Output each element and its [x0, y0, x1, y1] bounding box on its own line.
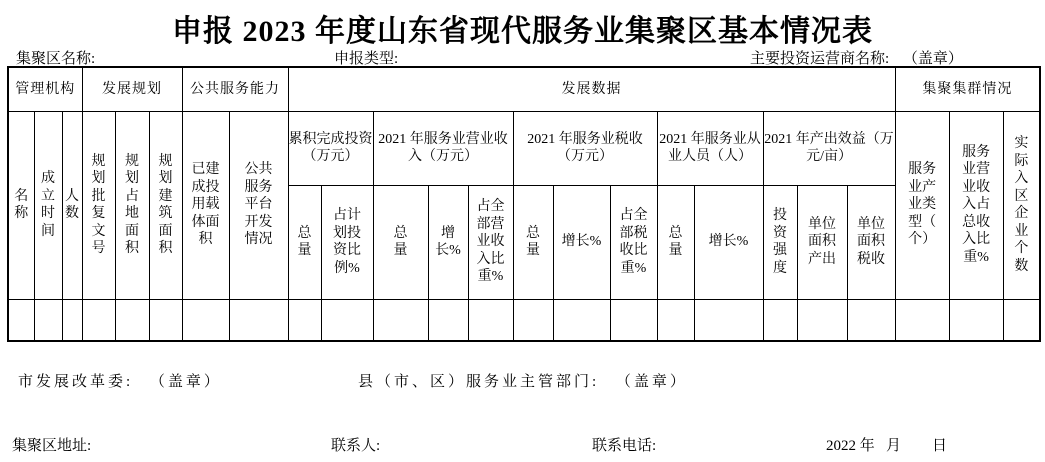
- data-cell[interactable]: [468, 299, 513, 341]
- city-drc-label: 市发展改革委:: [18, 374, 134, 390]
- city-drc-seal-note: （盖章）: [149, 374, 222, 390]
- data-cell[interactable]: [895, 299, 949, 341]
- data-cell[interactable]: [321, 299, 373, 341]
- date-month: 月: [886, 438, 902, 454]
- data-cell[interactable]: [182, 299, 229, 341]
- header-row-subgroups: [8, 111, 1040, 185]
- data-cell[interactable]: [115, 299, 149, 341]
- col-header-tax-pct: 占全部税收比重%: [610, 185, 657, 299]
- city-drc-row: [18, 370, 222, 391]
- date-day: 日: [932, 438, 948, 454]
- data-cell[interactable]: [149, 299, 182, 341]
- col-header-headcount: 人数: [62, 111, 82, 299]
- data-cell[interactable]: [847, 299, 895, 341]
- data-cell[interactable]: [428, 299, 468, 341]
- data-cell[interactable]: [82, 299, 115, 341]
- subgroup-header-cum-invest: 累积完成投资（万元）: [288, 111, 373, 185]
- col-header-revenue-share: 服务业营业收入占总收入比重%: [949, 111, 1003, 299]
- date-year: 2022 年: [826, 438, 875, 454]
- col-header-tax-total: 总量: [513, 185, 553, 299]
- data-cell[interactable]: [373, 299, 428, 341]
- operator-name-label: 主要投资运营商名称:: [750, 51, 890, 67]
- col-header-building-area: 规划建筑面积: [149, 111, 182, 299]
- col-header-unit-tax: 单位面积税收: [847, 185, 895, 299]
- col-header-employee-growth: 增长%: [694, 185, 763, 299]
- col-header-employee-total: 总量: [657, 185, 694, 299]
- col-header-invest-pct: 占计划投资比例%: [321, 185, 373, 299]
- col-header-enterprise-count: 实际入区企业个数: [1003, 111, 1040, 299]
- col-header-revenue-pct: 占全部营业收入比重%: [468, 185, 513, 299]
- col-header-built-area: 已建成投用载体面积: [182, 111, 229, 299]
- phone-label: 联系电话:: [592, 438, 657, 454]
- group-header-public-service: 公共服务能力: [182, 67, 288, 111]
- county-dept-label: 县（市、区）服务业主管部门:: [358, 374, 600, 390]
- group-header-planning: 发展规划: [82, 67, 182, 111]
- col-header-invest-intensity: 投资强度: [763, 185, 797, 299]
- subgroup-header-tax: 2021 年服务业税收（万元）: [513, 111, 657, 185]
- data-cell[interactable]: [288, 299, 321, 341]
- group-header-management: 管理机构: [8, 67, 82, 111]
- group-header-cluster: 集聚集群情况: [895, 67, 1040, 111]
- col-header-established: 成立时间: [34, 111, 62, 299]
- county-dept-seal-note: （盖章）: [615, 374, 688, 390]
- data-cell[interactable]: [694, 299, 763, 341]
- col-header-name: 名称: [8, 111, 34, 299]
- county-dept-row: [358, 370, 688, 391]
- subgroup-header-revenue: 2021 年服务业营业收入（万元）: [373, 111, 513, 185]
- col-header-approval-no: 规划批复文号: [82, 111, 115, 299]
- data-cell[interactable]: [763, 299, 797, 341]
- empty-data-row: [8, 299, 1040, 341]
- col-header-platform: 公共服务平台开发情况: [229, 111, 288, 299]
- col-header-revenue-growth: 增长%: [428, 185, 468, 299]
- subgroup-header-output: 2021 年产出效益（万元/亩）: [763, 111, 895, 185]
- operator-seal-note: （盖章）: [902, 51, 963, 67]
- contact-label: 联系人:: [331, 438, 381, 454]
- col-header-tax-growth: 增长%: [553, 185, 610, 299]
- group-header-development-data: 发展数据: [288, 67, 895, 111]
- data-cell[interactable]: [34, 299, 62, 341]
- data-cell[interactable]: [553, 299, 610, 341]
- col-header-unit-output: 单位面积产出: [797, 185, 847, 299]
- data-cell[interactable]: [797, 299, 847, 341]
- operator-name-row: [750, 47, 963, 68]
- data-cell[interactable]: [229, 299, 288, 341]
- data-cell[interactable]: [62, 299, 82, 341]
- basic-info-table: [7, 66, 1041, 342]
- application-type-label: 申报类型:: [334, 51, 399, 67]
- col-header-land-area: 规划占地面积: [115, 111, 149, 299]
- data-cell[interactable]: [1003, 299, 1040, 341]
- col-header-invest-total: 总量: [288, 185, 321, 299]
- data-cell[interactable]: [657, 299, 694, 341]
- data-cell[interactable]: [949, 299, 1003, 341]
- address-label: 集聚区地址:: [12, 438, 92, 454]
- data-cell[interactable]: [8, 299, 34, 341]
- subgroup-header-employee: 2021 年服务业从业人员（人）: [657, 111, 763, 185]
- cluster-name-label: 集聚区名称:: [16, 51, 96, 67]
- form-title: 申报 2023 年度山东省现代服务业集聚区基本情况表: [172, 15, 873, 48]
- col-header-revenue-total: 总量: [373, 185, 428, 299]
- col-header-industry-type: 服务业产业类型（个）: [895, 111, 949, 299]
- data-cell[interactable]: [513, 299, 553, 341]
- header-row-groups: [8, 67, 1040, 111]
- data-cell[interactable]: [610, 299, 657, 341]
